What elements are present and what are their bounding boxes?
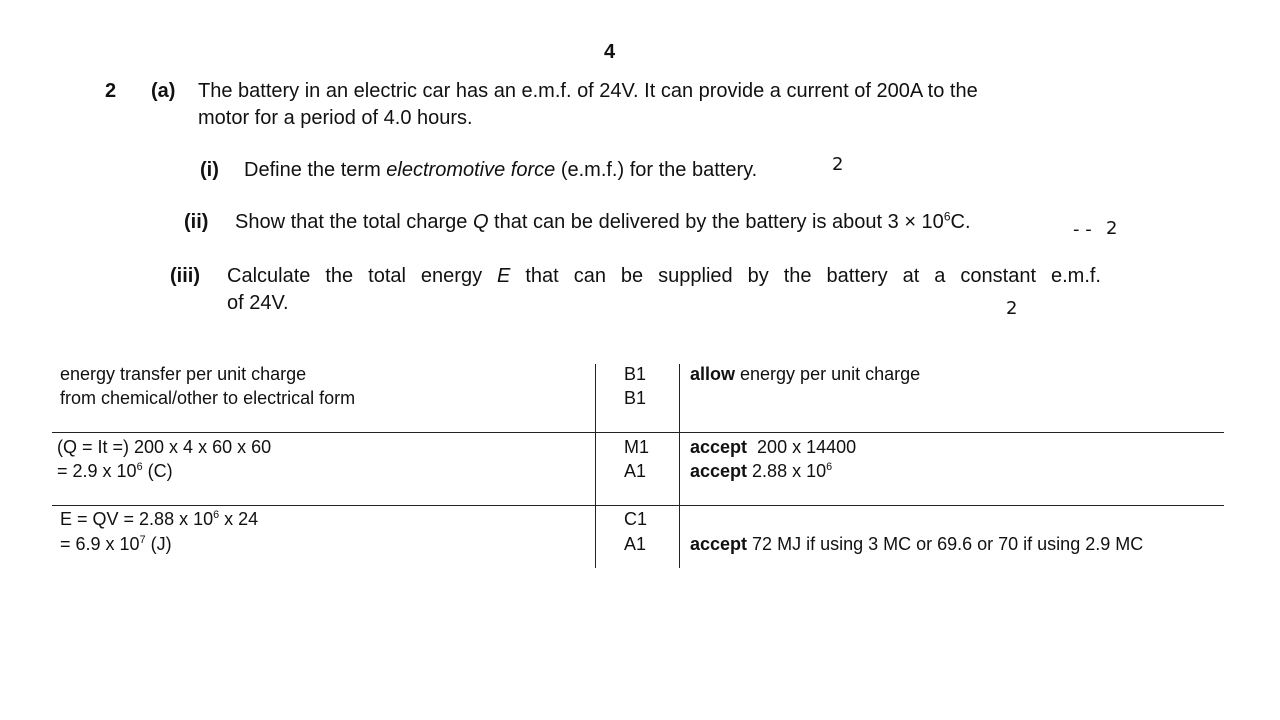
part-iii-line2: of 24V. bbox=[227, 292, 289, 314]
row3-mark2: A1 bbox=[624, 534, 647, 554]
row2-guidance1 bbox=[690, 437, 856, 458]
row2-guidance2-text: 2.88 x 10 bbox=[747, 461, 827, 481]
row2-guidance2-keyword: accept bbox=[690, 461, 748, 481]
row3-mark1: C1 bbox=[624, 509, 648, 529]
part-a-label: (a) bbox=[151, 80, 176, 102]
row3-answer-line2 bbox=[60, 534, 172, 555]
part-ii-text-after: C. bbox=[950, 211, 971, 233]
part-iii-text-before: Calculate the total energy bbox=[227, 265, 498, 287]
row1-mark2: B1 bbox=[624, 388, 647, 408]
part-ii-dashes: - - bbox=[1073, 219, 1092, 240]
row1-answer-line1: energy transfer per unit charge bbox=[60, 364, 307, 384]
row2-answer-value: = 2.9 x 10 bbox=[57, 461, 137, 481]
row3-answer-unit: (J) bbox=[145, 534, 172, 554]
question-stem-line2: motor for a period of 4.0 hours. bbox=[198, 107, 473, 129]
row2-guidance2-exponent: 6 bbox=[826, 461, 833, 473]
row2-guidance1-keyword: accept bbox=[690, 437, 748, 457]
row2-answer-exponent: 6 bbox=[136, 461, 143, 473]
row3-answer-value-exponent: 7 bbox=[139, 534, 146, 546]
row3-answer-expression: E = QV = 2.88 x 10 bbox=[60, 509, 214, 529]
question-number: 2 bbox=[105, 80, 117, 102]
table-divider-left bbox=[595, 364, 596, 568]
part-i-label: (i) bbox=[200, 159, 219, 181]
part-ii-exponent: 6 bbox=[943, 209, 951, 224]
row3-guidance-text: 72 MJ if using 3 MC or 69.6 or 70 if using 2.9 MC bbox=[747, 534, 1144, 554]
part-iii-label: (iii) bbox=[170, 265, 200, 287]
part-i-marks: 2 bbox=[832, 154, 844, 175]
row3-guidance bbox=[690, 534, 1143, 555]
row3-answer-value: = 6.9 x 10 bbox=[60, 534, 140, 554]
table-row-separator bbox=[52, 505, 1224, 506]
row1-answer-line2: from chemical/other to electrical form bbox=[60, 388, 356, 408]
part-ii-marks: 2 bbox=[1106, 218, 1118, 239]
part-i-text bbox=[244, 159, 757, 182]
part-i-text-before: Define the term bbox=[244, 159, 387, 181]
row2-mark2: A1 bbox=[624, 461, 647, 481]
row2-answer-line1: (Q = It =) 200 x 4 x 60 x 60 bbox=[57, 437, 272, 457]
row1-guidance-text: energy per unit charge bbox=[735, 364, 921, 384]
question-stem-line1: The battery in an electric car has an e.m.f. of 24V. It can provide a current of 200A to the bbox=[198, 80, 978, 102]
part-i-term: electromotive force bbox=[386, 159, 556, 181]
part-ii-symbol: Q bbox=[472, 211, 489, 233]
page-number: 4 bbox=[604, 41, 616, 63]
part-iii-text-after: that can be supplied by the battery at a constant e.m.f. bbox=[525, 265, 1101, 287]
row3-answer-exponent: 6 bbox=[213, 509, 220, 521]
row2-answer-line2 bbox=[57, 461, 173, 482]
part-ii-text bbox=[235, 211, 971, 234]
row1-guidance-keyword: allow bbox=[690, 364, 736, 384]
row2-guidance2 bbox=[690, 461, 832, 482]
part-iii-marks: 2 bbox=[1006, 298, 1018, 319]
row1-guidance bbox=[690, 364, 920, 385]
row1-mark1: B1 bbox=[624, 364, 647, 384]
part-ii-text-middle: that can be delivered by the battery is about 3 × 10 bbox=[488, 211, 944, 233]
table-divider-right bbox=[679, 364, 680, 568]
row2-answer-unit: (C) bbox=[142, 461, 173, 481]
row3-answer-line1 bbox=[60, 509, 258, 530]
row3-answer-expression-end: x 24 bbox=[219, 509, 259, 529]
row3-guidance-keyword: accept bbox=[690, 534, 748, 554]
row2-guidance1-text: 200 x 14400 bbox=[747, 437, 857, 457]
row2-mark1: M1 bbox=[624, 437, 650, 457]
table-row-separator bbox=[52, 432, 1224, 433]
part-ii-label: (ii) bbox=[184, 211, 209, 233]
part-iii-line1 bbox=[227, 265, 1101, 288]
part-ii-text-before: Show that the total charge bbox=[235, 211, 473, 233]
part-i-text-after: (e.m.f.) for the battery. bbox=[555, 159, 758, 181]
part-iii-symbol: E bbox=[497, 265, 511, 287]
